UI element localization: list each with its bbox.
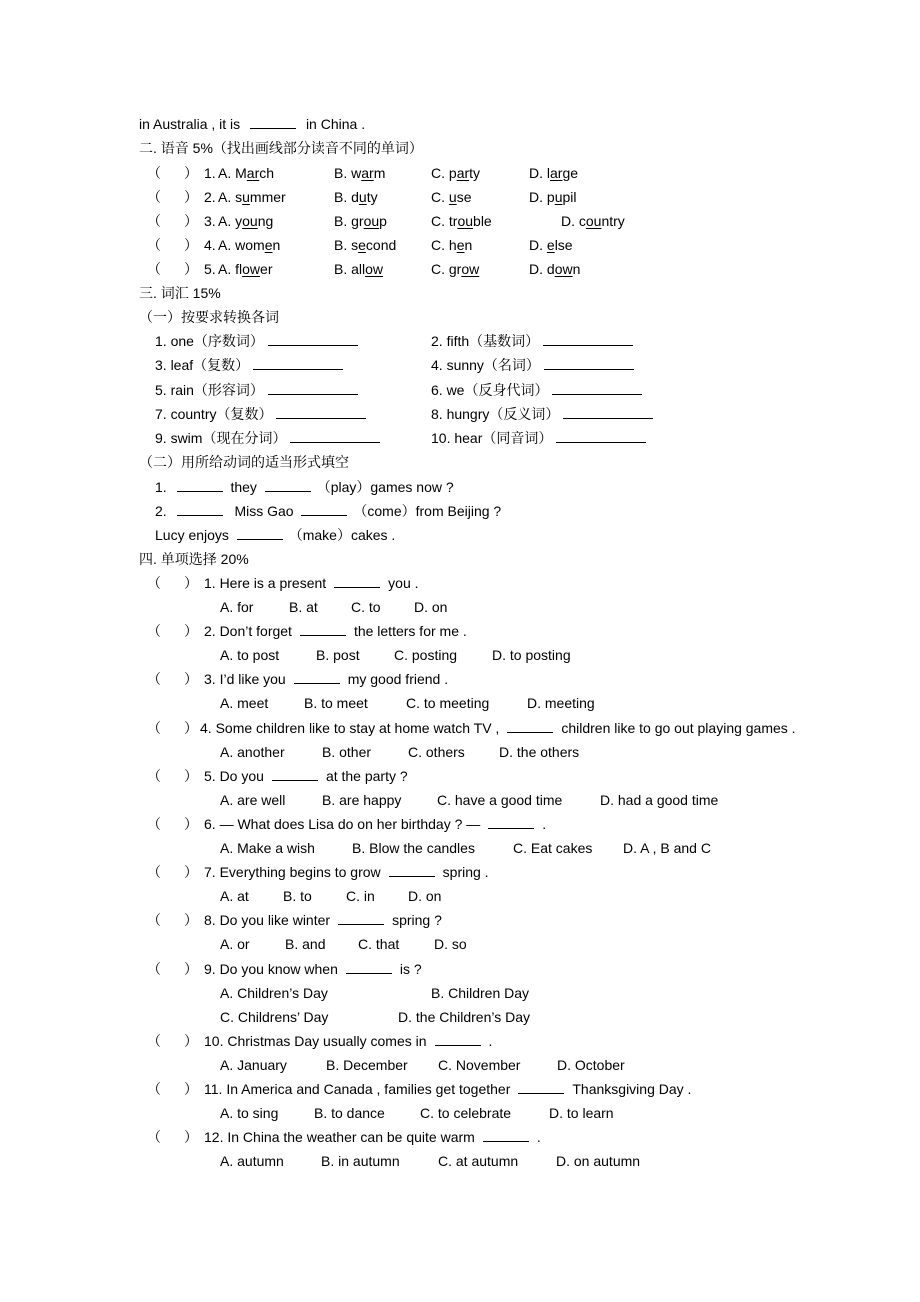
stem-text: is ? xyxy=(399,961,422,977)
stem-text: 9. Do you know when xyxy=(204,961,338,977)
answer-blank[interactable] xyxy=(544,356,634,370)
underlined-letters: ou xyxy=(363,213,380,229)
vocab-item xyxy=(431,381,642,399)
vocab-item xyxy=(155,381,358,399)
answer-blank[interactable] xyxy=(290,429,380,443)
answer-paren-open[interactable]: （ xyxy=(147,1129,161,1145)
question-stem xyxy=(204,1032,492,1050)
answer-blank[interactable] xyxy=(389,863,435,877)
subsection-verb-forms: （二）用所给动词的适当形式填空 xyxy=(139,454,349,470)
underlined-letters: ou xyxy=(242,213,258,229)
answer-paren-close: ） xyxy=(184,623,198,639)
question-number: 3. xyxy=(204,213,216,229)
underlined-letters: u xyxy=(448,189,457,205)
choice-option[interactable]: B. December xyxy=(326,1057,408,1073)
choice-option[interactable]: C. have a good time xyxy=(437,792,563,808)
answer-paren-open[interactable]: （ xyxy=(147,575,161,591)
answer-blank[interactable] xyxy=(346,960,392,974)
answer-paren-open[interactable]: （ xyxy=(147,720,161,736)
underlined-letters: ow xyxy=(461,261,480,277)
question-number: 4. xyxy=(204,237,216,253)
question-number: 5. xyxy=(204,261,216,277)
choice-option[interactable]: D. the others xyxy=(499,744,580,760)
question-stem xyxy=(204,863,489,881)
stem-text: children like to go out playing games . xyxy=(561,720,796,736)
phonetic-option: A. flower xyxy=(218,261,273,277)
vocab-item xyxy=(155,356,343,374)
answer-blank[interactable] xyxy=(294,670,340,684)
stem-text: 7. Everything begins to grow xyxy=(204,864,381,880)
underlined-letters: ow xyxy=(554,261,573,277)
choice-option[interactable]: C. to meeting xyxy=(406,695,490,711)
stem-text: . xyxy=(536,1129,541,1145)
question-stem xyxy=(204,574,419,592)
phonetic-option: B. allow xyxy=(334,261,384,277)
phonetic-option: C. trouble xyxy=(431,213,492,229)
choice-option[interactable]: A. to sing xyxy=(220,1105,279,1121)
answer-paren-close: ） xyxy=(184,961,198,977)
choice-option[interactable]: B. post xyxy=(316,647,360,663)
vocab-item xyxy=(431,405,653,423)
answer-blank[interactable] xyxy=(556,429,646,443)
choice-option[interactable]: D. on xyxy=(414,599,448,615)
question-stem xyxy=(204,622,467,640)
vocab-prompt: 6. we（反身代词） xyxy=(431,382,549,398)
choice-option[interactable]: B. and xyxy=(285,936,326,952)
underlined-letters: ar xyxy=(550,165,563,181)
stem-text: 6. — What does Lisa do on her birthday ? — xyxy=(204,816,481,832)
answer-paren-open[interactable]: （ xyxy=(147,864,161,880)
answer-blank[interactable] xyxy=(250,115,296,129)
answer-paren-close: ） xyxy=(184,575,198,591)
section-heading-vocabulary: 三. 词汇 15% xyxy=(139,285,221,301)
answer-paren-close: ） xyxy=(184,912,198,928)
choice-option[interactable]: C. at autumn xyxy=(438,1153,519,1169)
answer-paren-close: ） xyxy=(184,1033,198,1049)
choice-option[interactable]: D. had a good time xyxy=(600,792,719,808)
choice-option[interactable]: D. to posting xyxy=(492,647,571,663)
vocab-prompt: 4. sunny（名词） xyxy=(431,357,540,373)
stem-text: . xyxy=(488,1033,493,1049)
stem-text: my good friend . xyxy=(347,671,449,687)
stem-text: 3. I’d like you xyxy=(204,671,286,687)
choice-option[interactable]: A. Children’s Day xyxy=(220,985,328,1001)
phonetic-option: A. March xyxy=(218,165,275,181)
phonetic-option: A. women xyxy=(218,237,281,253)
underlined-letters: ow xyxy=(365,261,384,277)
phonetic-option: C. grow xyxy=(431,261,480,277)
answer-paren-close: ） xyxy=(184,720,198,736)
underlined-letters: ou xyxy=(457,213,474,229)
stem-text: you . xyxy=(388,575,419,591)
answer-paren-open[interactable]: （ xyxy=(147,768,161,784)
intro-text-before: in Australia , it is xyxy=(139,116,241,132)
choice-option[interactable]: A. to post xyxy=(220,647,280,663)
stem-text: 4. Some children like to stay at home watch TV , xyxy=(200,720,500,736)
underlined-letters: ar xyxy=(456,165,470,181)
vocab-item xyxy=(155,429,380,447)
answer-paren-close: ） xyxy=(184,189,198,205)
choice-option[interactable]: B. other xyxy=(322,744,372,760)
answer-blank[interactable] xyxy=(518,1080,564,1094)
answer-blank[interactable] xyxy=(563,405,653,419)
question-stem xyxy=(204,1080,691,1098)
question-stem xyxy=(204,815,546,833)
answer-blank[interactable] xyxy=(543,332,633,346)
answer-paren-open[interactable]: （ xyxy=(147,671,161,687)
phonetic-option: C. hen xyxy=(431,237,473,253)
underlined-letters: ou xyxy=(585,213,602,229)
section-heading-multiple-choice: 四. 单项选择 20% xyxy=(139,551,249,567)
choice-option[interactable]: B. are happy xyxy=(322,792,402,808)
answer-blank[interactable] xyxy=(237,526,283,540)
answer-paren-open[interactable]: （ xyxy=(147,912,161,928)
choice-option[interactable]: D. on xyxy=(408,888,442,904)
underlined-letters: ar xyxy=(361,165,374,181)
answer-blank[interactable] xyxy=(268,381,358,395)
phonetic-option: B. duty xyxy=(334,189,378,205)
choice-option[interactable]: C. that xyxy=(358,936,400,952)
phonetic-option: D. pupil xyxy=(529,189,577,205)
underlined-letters: e xyxy=(264,237,273,253)
answer-paren-close: ） xyxy=(184,864,198,880)
answer-paren-close: ） xyxy=(184,671,198,687)
stem-text: the letters for me . xyxy=(353,623,467,639)
answer-blank[interactable] xyxy=(488,815,534,829)
answer-paren-open[interactable]: （ xyxy=(147,261,161,277)
phonetic-option: A. summer xyxy=(218,189,286,205)
stem-text: 5. Do you xyxy=(204,768,264,784)
answer-blank[interactable] xyxy=(177,502,223,516)
choice-option[interactable]: D. A , B and C xyxy=(623,840,711,856)
choice-option[interactable]: B. Blow the candles xyxy=(352,840,475,856)
choice-option[interactable]: A. another xyxy=(220,744,285,760)
choice-option[interactable]: C. others xyxy=(408,744,465,760)
question-number: 1. xyxy=(204,165,216,181)
answer-blank[interactable] xyxy=(276,405,366,419)
answer-paren-open[interactable]: （ xyxy=(147,1033,161,1049)
answer-paren-open[interactable]: （ xyxy=(147,165,161,181)
phonetic-option: A. young xyxy=(218,213,274,229)
answer-paren-open[interactable]: （ xyxy=(147,189,161,205)
vocab-item xyxy=(431,429,646,447)
phonetic-option: B. warm xyxy=(334,165,386,181)
question-stem xyxy=(204,670,448,688)
vocab-prompt: 2. fifth（基数词） xyxy=(431,333,540,349)
stem-text: 1. Here is a present xyxy=(204,575,327,591)
answer-paren-open[interactable]: （ xyxy=(147,1081,161,1097)
vocab-prompt: 5. rain（形容词） xyxy=(155,382,264,398)
vocab-item xyxy=(431,332,633,350)
underlined-letters: u xyxy=(358,189,367,205)
choice-option[interactable]: C. in xyxy=(346,888,375,904)
choice-option[interactable]: B. to xyxy=(283,888,312,904)
choice-option[interactable]: B. in autumn xyxy=(321,1153,400,1169)
answer-paren-close: ） xyxy=(184,213,198,229)
answer-blank[interactable] xyxy=(265,478,311,492)
answer-paren-close: ） xyxy=(184,165,198,181)
answer-paren-close: ） xyxy=(184,768,198,784)
choice-option[interactable]: D. to learn xyxy=(549,1105,614,1121)
underlined-letters: u xyxy=(242,189,250,205)
stem-text: 12. In China the weather can be quite warm xyxy=(204,1129,475,1145)
phonetic-option: C. party xyxy=(431,165,481,181)
choice-option[interactable]: A. meet xyxy=(220,695,269,711)
answer-blank[interactable] xyxy=(268,332,358,346)
choice-option[interactable]: A. at xyxy=(220,888,249,904)
underlined-letters: e xyxy=(358,237,366,253)
stem-text: 8. Do you like winter xyxy=(204,912,331,928)
question-stem xyxy=(204,911,442,929)
underlined-letters: u xyxy=(554,189,563,205)
answer-blank[interactable] xyxy=(338,911,384,925)
choice-option[interactable]: C. to celebrate xyxy=(420,1105,512,1121)
choice-option[interactable]: D. the Children’s Day xyxy=(398,1009,531,1025)
choice-option[interactable]: A. January xyxy=(220,1057,287,1073)
verb-item-2: 2. Miss Gao （come）from Beijing ? xyxy=(155,503,502,519)
answer-paren-close: ） xyxy=(184,261,198,277)
answer-blank[interactable] xyxy=(507,719,553,733)
choice-option[interactable]: B. to dance xyxy=(314,1105,385,1121)
answer-paren-open[interactable]: （ xyxy=(147,623,161,639)
intro-text-after: in China . xyxy=(305,116,366,132)
stem-text: spring ? xyxy=(392,912,442,928)
answer-blank[interactable] xyxy=(552,381,642,395)
choice-option[interactable]: B. Children Day xyxy=(431,985,530,1001)
stem-text: spring . xyxy=(442,864,489,880)
section-heading-phonetics: 二. 语音 5%（找出画线部分读音不同的单词） xyxy=(139,140,423,156)
subsection-word-conversion: （一）按要求转换各词 xyxy=(139,309,279,325)
choice-option[interactable]: D. meeting xyxy=(527,695,595,711)
choice-option[interactable]: D. so xyxy=(434,936,467,952)
choice-option[interactable]: C. posting xyxy=(394,647,458,663)
answer-paren-open[interactable]: （ xyxy=(147,237,161,253)
question-stem xyxy=(204,960,422,978)
intro-line xyxy=(139,115,365,133)
answer-paren-close: ） xyxy=(184,237,198,253)
choice-option[interactable]: D. October xyxy=(557,1057,625,1073)
phonetic-option: C. use xyxy=(431,189,472,205)
answer-paren-close: ） xyxy=(184,1129,198,1145)
answer-paren-open[interactable]: （ xyxy=(147,816,161,832)
vocab-item xyxy=(155,405,366,423)
underlined-letters: e xyxy=(546,237,555,253)
vocab-prompt: 10. hear（同音词） xyxy=(431,430,553,446)
stem-text: Thanksgiving Day . xyxy=(572,1081,692,1097)
choice-option[interactable]: B. at xyxy=(289,599,318,615)
question-stem xyxy=(204,1128,541,1146)
vocab-item xyxy=(155,332,358,350)
underlined-letters: ow xyxy=(242,261,261,277)
underlined-letters: e xyxy=(456,237,465,253)
answer-blank[interactable] xyxy=(300,622,346,636)
phonetic-option: D. else xyxy=(529,237,573,253)
answer-blank[interactable] xyxy=(334,574,380,588)
stem-text: at the party ? xyxy=(325,768,408,784)
verb-item-3: Lucy enjoys （make）cakes . xyxy=(155,527,396,543)
choice-option[interactable]: A. or xyxy=(220,936,250,952)
answer-paren-close: ） xyxy=(184,1081,198,1097)
choice-option[interactable]: C. Childrens’ Day xyxy=(220,1009,329,1025)
question-stem xyxy=(200,719,796,737)
phonetic-option: D. country xyxy=(561,213,625,229)
question-number: 2. xyxy=(204,189,216,205)
choice-option[interactable]: A. autumn xyxy=(220,1153,284,1169)
vocab-prompt: 8. hungry（反义词） xyxy=(431,406,560,422)
vocab-prompt: 7. country（复数） xyxy=(155,406,273,422)
phonetic-option: D. down xyxy=(529,261,581,277)
answer-blank[interactable] xyxy=(177,478,223,492)
answer-paren-open[interactable]: （ xyxy=(147,961,161,977)
answer-blank[interactable] xyxy=(301,502,347,516)
stem-text: 10. Christmas Day usually comes in xyxy=(204,1033,427,1049)
stem-text: 2. Don’t forget xyxy=(204,623,292,639)
choice-option[interactable]: C. November xyxy=(438,1057,521,1073)
question-stem xyxy=(204,767,408,785)
choice-option[interactable]: D. on autumn xyxy=(556,1153,641,1169)
stem-text: 11. In America and Canada , families get together xyxy=(204,1081,511,1097)
answer-blank[interactable] xyxy=(253,356,343,370)
phonetic-option: B. second xyxy=(334,237,397,253)
phonetic-option: D. large xyxy=(529,165,579,181)
answer-blank[interactable] xyxy=(435,1032,481,1046)
phonetic-option: B. group xyxy=(334,213,387,229)
verb-item-1: 1. they （play）games now ? xyxy=(155,479,454,495)
answer-paren-open[interactable]: （ xyxy=(147,213,161,229)
choice-option[interactable]: C. to xyxy=(351,599,381,615)
choice-option[interactable]: B. to meet xyxy=(304,695,368,711)
vocab-prompt: 9. swim（现在分词） xyxy=(155,430,287,446)
vocab-prompt: 1. one（序数词） xyxy=(155,333,264,349)
underlined-letters: ar xyxy=(246,165,260,181)
vocab-item xyxy=(431,356,634,374)
answer-blank[interactable] xyxy=(483,1128,529,1142)
choice-option[interactable]: C. Eat cakes xyxy=(513,840,593,856)
choice-option[interactable]: A. are well xyxy=(220,792,286,808)
answer-blank[interactable] xyxy=(272,767,318,781)
answer-paren-close: ） xyxy=(184,816,198,832)
stem-text: . xyxy=(542,816,547,832)
choice-option[interactable]: A. for xyxy=(220,599,254,615)
vocab-prompt: 3. leaf（复数） xyxy=(155,357,250,373)
choice-option[interactable]: A. Make a wish xyxy=(220,840,315,856)
